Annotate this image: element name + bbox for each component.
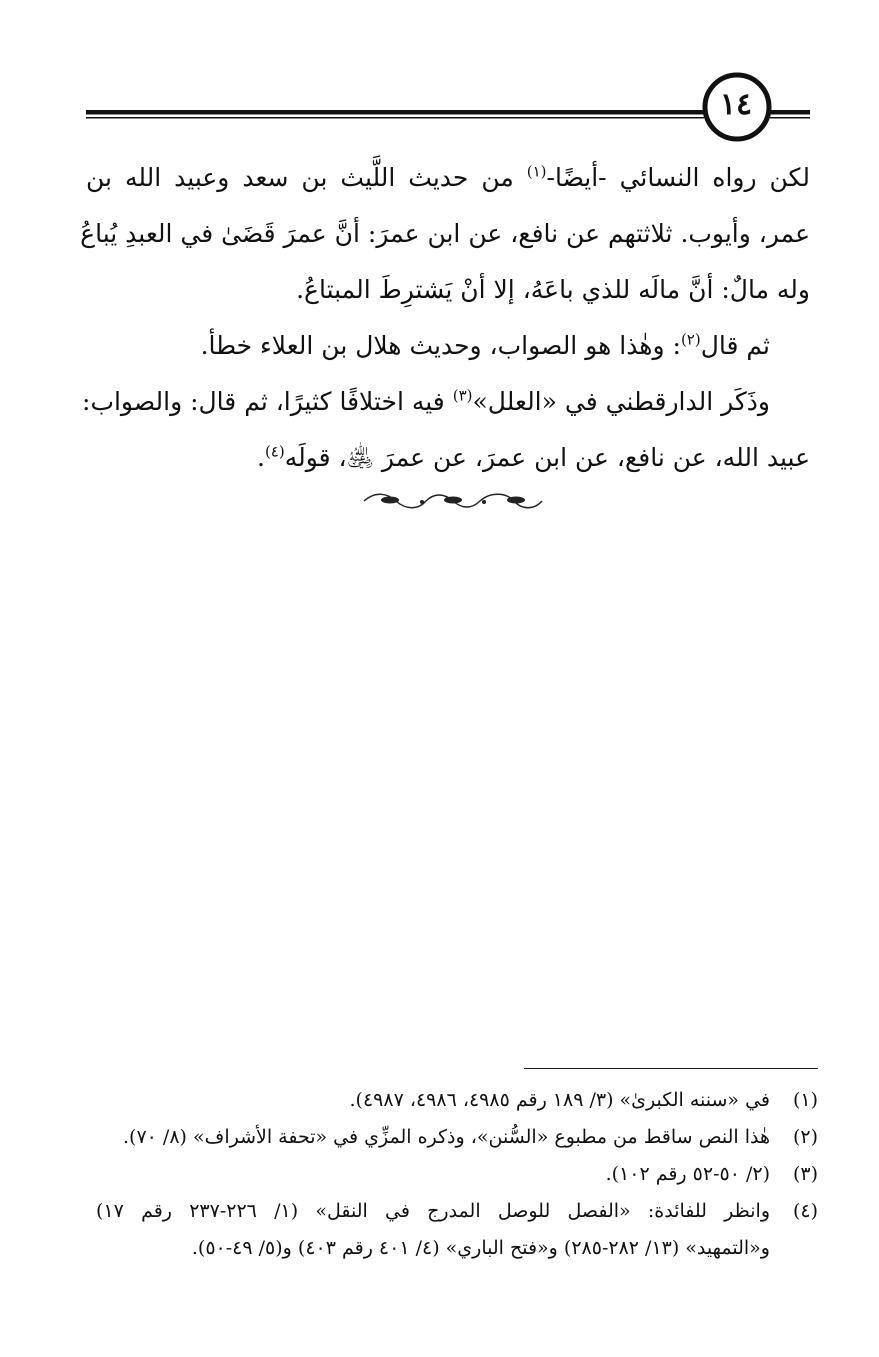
text-line-2: عمر، وأيوب. ثلاثتهم عن نافع، عن ابن عمرَ: أنَّ عمرَ قَضَىٰ في العبدِ يُباعُ (80, 219, 810, 248)
footnote-1 (96, 1082, 818, 1119)
footnote-text: و«التمهيد» (١٣/ ٢٨٢-٢٨٥) و«فتح الباري» (٤/ ٤٠١ رقم ٤٠٣) و(٥/ ٤٩-٥٠). (191, 1237, 770, 1259)
text-segment: : وهٰذا هو الصواب، وحديث هلال بن العلاء خطأ. (200, 331, 681, 360)
text-segment: ثم قال (700, 331, 770, 360)
text-line-6 (86, 430, 810, 486)
text-line-3: وله مالٌ: أنَّ مالَه للذي باعَهُ، إلا أنْ يَشترِطَ المبتاعُ. (296, 275, 810, 304)
footnotes (96, 1082, 818, 1267)
main-text (80, 150, 810, 486)
text-segment: عبيد الله، عن نافع، عن ابن عمرَ، عن عمرَ ﵁، قولَه (284, 443, 810, 472)
footnote-separator (524, 1068, 818, 1069)
footnote-text: (٢/ ٥٠-٥٢ رقم ١٠٢). (605, 1163, 770, 1185)
footnote-number: (٤) (792, 1200, 818, 1222)
text-line-5 (82, 374, 810, 430)
page-header (0, 0, 879, 160)
page-number: ١٤ (719, 87, 753, 122)
footnote-number: (١) (792, 1089, 818, 1111)
footnote-4 (96, 1193, 818, 1267)
text-segment: من حديث اللَّيث بن سعد وعبيد الله بن (86, 163, 514, 192)
footnote-number: (٢) (792, 1126, 818, 1148)
text-line-4 (86, 318, 810, 374)
footnote-text: هٰذا النص ساقط من مطبوع «السُّنن»، وذكره المزِّي في «تحفة الأشراف» (٨/ ٧٠). (123, 1126, 770, 1148)
footnote-number: (٣) (792, 1163, 818, 1185)
text-segment: وذَكَر الدارقطني في «العلل» (472, 387, 770, 416)
footnote-2 (96, 1119, 818, 1156)
footnote-ref-3[interactable]: (٣) (452, 386, 473, 405)
text-line-1 (86, 150, 810, 206)
section-divider-ornament (360, 490, 546, 512)
footnote-text: في «سننه الكبرىٰ» (٣/ ١٨٩ رقم ٤٩٨٥، ٤٩٨٦، ٤٩٨٧). (349, 1089, 770, 1111)
footnote-ref-2[interactable]: (٢) (680, 330, 701, 349)
footnote-text: وانظر للفائدة: «الفصل للوصل المدرج في النقل» (١/ ٢٢٦-٢٣٧ رقم ١٧) (96, 1200, 770, 1222)
footnote-ref-4[interactable]: (٤) (264, 442, 285, 461)
footnote-3 (96, 1156, 818, 1193)
text-segment: فيه اختلافًا كثيرًا، ثم قال: والصواب: (82, 387, 445, 416)
text-segment: لكن رواه النسائي -أيضًا- (546, 163, 810, 192)
text-segment: . (256, 443, 265, 472)
footnote-ref-1[interactable]: (١) (526, 162, 547, 181)
